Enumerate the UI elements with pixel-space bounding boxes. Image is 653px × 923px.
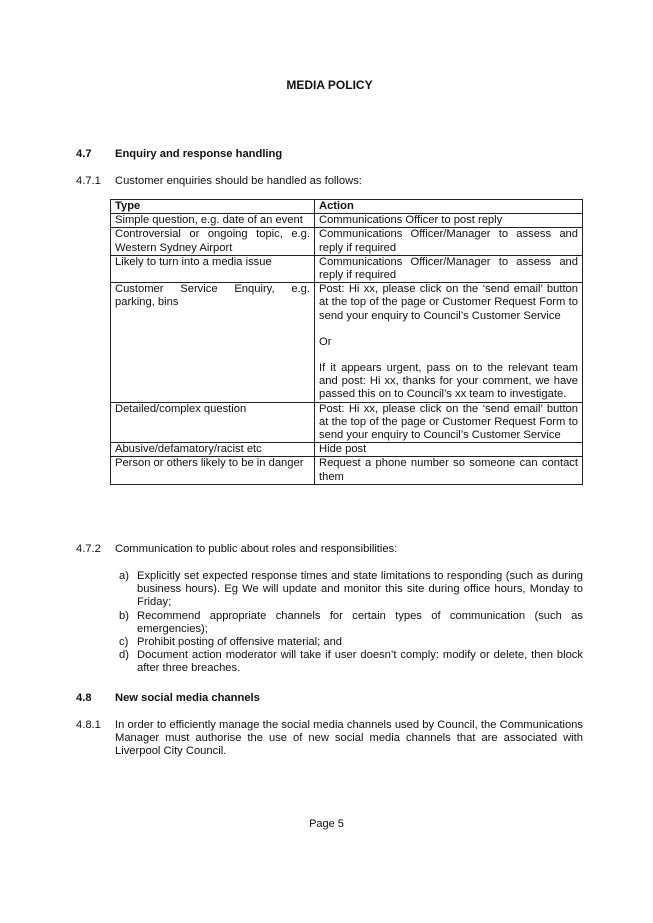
subsection-number: 4.7.1 [76, 175, 101, 187]
table-cell-type: Customer Service Enquiry, e.g. parking, bins [111, 283, 315, 402]
page-title: MEDIA POLICY [286, 78, 373, 92]
subsection-text: Customer enquiries should be handled as follows: [115, 175, 362, 187]
table-cell-action: Hide post [315, 443, 583, 457]
table-cell-action: Request a phone number so someone can contact them [315, 457, 583, 484]
table-header-type: Type [111, 200, 315, 214]
table-row [111, 228, 583, 255]
table-cell-action: Communications Officer to post reply [315, 214, 583, 228]
subsection-number: 4.8.1 [76, 719, 101, 731]
list-item: a) Explicitly set expected response times and state limitations to responding (such as during business hours). Eg We will update and monitor this site during office hours, Monday to Friday; [119, 570, 583, 609]
table-cell-type: Simple question, e.g. date of an event [111, 214, 315, 228]
table-header-row [111, 200, 583, 214]
responsibility-list [115, 570, 583, 676]
subsection-number: 4.7.2 [76, 543, 101, 555]
table-row [111, 283, 583, 402]
page-number: Page 5 [309, 818, 344, 830]
subsection-text: In order to efficiently manage the social media channels used by Council, the Communications Manager must authorise the use of new social media channels that are associated with Liverpool City Council. [115, 719, 583, 758]
table-cell-type: Controversial or ongoing topic, e.g. Western Sydney Airport [111, 228, 315, 255]
table-cell-action: Post: Hi xx, please click on the ‘send email’ button at the top of the page or Customer Request Form to send your enquiry to Council’s Customer Service [315, 402, 583, 443]
list-item: c) Prohibit posting of offensive material; and [119, 636, 343, 649]
subsection-text: Communication to public about roles and responsibilities: [115, 543, 398, 555]
table-header-action: Action [315, 200, 583, 214]
table-row [111, 255, 583, 282]
table-cell-type: Abusive/defamatory/racist etc [111, 443, 315, 457]
section-heading: Enquiry and response handling [115, 148, 283, 160]
table-cell-action: Communications Officer/Manager to assess and reply if required [315, 255, 583, 282]
list-item: d) Document action moderator will take if user doesn’t comply: modify or delete, then block after three breaches. [119, 649, 583, 675]
table-cell-type: Detailed/complex question [111, 402, 315, 443]
table-row [111, 402, 583, 443]
section-number: 4.7 [76, 148, 92, 160]
section-heading: New social media channels [115, 692, 260, 704]
enquiry-handling-table [110, 199, 583, 485]
table-cell-action: Post: Hi xx, please click on the ‘send email’ button at the top of the page or Customer Request Form to send your enquiry to Council’s Customer Service Or If it appears urgent, pass on to the relevant team and post: Hi xx, thanks for your comment, we have passed this on to Council’s xx team to investigate. [315, 283, 583, 402]
table-row [111, 457, 583, 484]
table-row [111, 443, 583, 457]
section-number: 4.8 [76, 692, 92, 704]
table-row [111, 214, 583, 228]
table-cell-type: Person or others likely to be in danger [111, 457, 315, 484]
table-cell-type: Likely to turn into a media issue [111, 255, 315, 282]
table-cell-action: Communications Officer/Manager to assess and reply if required [315, 228, 583, 255]
list-item: b) Recommend appropriate channels for certain types of communication (such as emergencies); [119, 609, 583, 635]
